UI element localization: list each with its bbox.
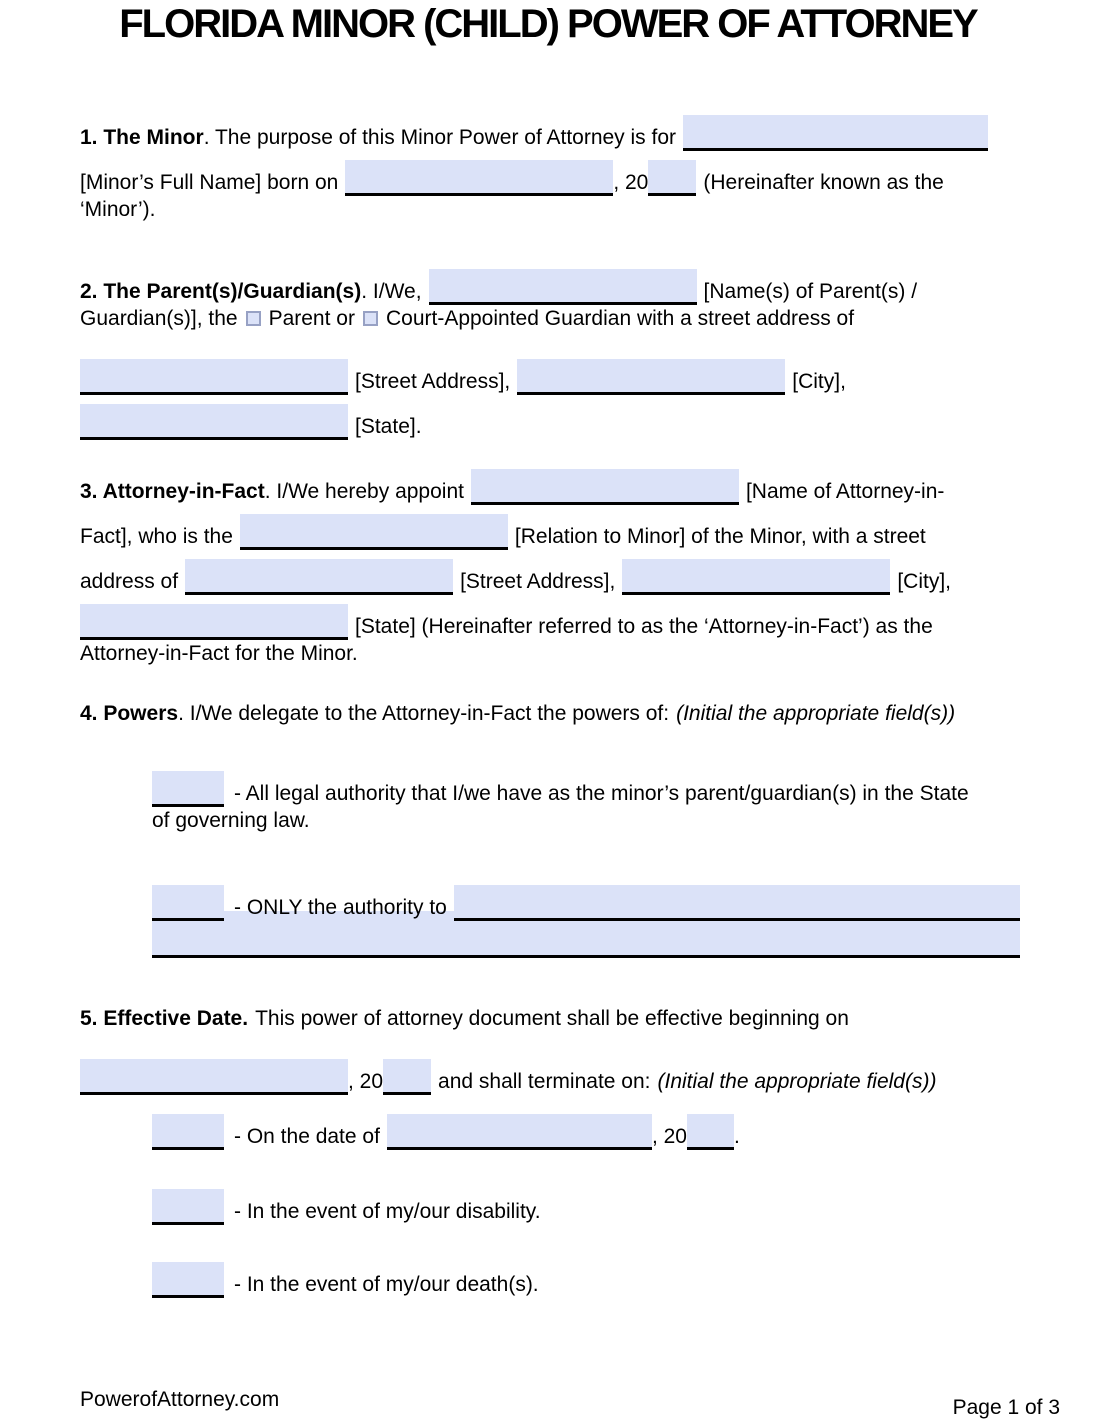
section-4-heading: 4. Powers (80, 702, 179, 725)
terminate-disability-item (80, 1170, 988, 1223)
parents-city-field[interactable] (517, 359, 785, 395)
only-authority-description-field[interactable] (454, 885, 1020, 921)
city-label: [City], (897, 570, 951, 593)
section-4-intro: . I/We delegate to the Attorney-in-Fact the powers of: (178, 702, 670, 725)
text-line (80, 340, 988, 393)
all-authority-text: - All legal authority that I/we have as the minor’s parent/guardian(s) in the State (234, 782, 969, 805)
minor-name-field[interactable] (683, 115, 988, 151)
section-1-heading: 1. The Minor (80, 126, 204, 149)
powers-only-authority-item (80, 866, 1020, 958)
court-appointed-guardian-checkbox[interactable] (363, 311, 378, 326)
section-5-effective-date (80, 995, 988, 1093)
powers-all-authority-item (80, 752, 1020, 842)
text-line (152, 1243, 988, 1296)
section-1-minor (80, 96, 988, 231)
who-is-the-text: Fact], who is the (80, 525, 233, 548)
section-2-intro: . I/We, (361, 280, 422, 303)
year-prefix: , 20 (613, 171, 649, 194)
attorney-state-field[interactable] (80, 604, 348, 640)
street-address-label: [Street Address], (355, 370, 511, 393)
death-text: - In the event of my/our death(s). (234, 1273, 539, 1296)
terminate-on-text: and shall terminate on: (438, 1070, 651, 1093)
parent-checkbox[interactable] (246, 311, 261, 326)
minor-birth-date-field[interactable] (345, 160, 613, 196)
text-line (152, 866, 1020, 919)
all-authority-initials-field[interactable] (152, 771, 224, 807)
section-5-intro: This power of attorney document shall be effective beginning on (255, 1007, 849, 1030)
disability-text: - In the event of my/our disability. (234, 1200, 541, 1223)
section-3-heading: 3. Attorney-in-Fact (80, 480, 265, 503)
section-2-heading: 2. The Parent(s)/Guardian(s) (80, 280, 362, 303)
attorney-city-field[interactable] (622, 559, 890, 595)
indented-item (152, 866, 1020, 919)
minor-name-label: [Minor’s Full Name] born on (80, 171, 339, 194)
parents-names-field[interactable] (429, 269, 697, 305)
text-line (80, 690, 1020, 735)
text-line (80, 250, 988, 303)
initial-instruction-text: (Initial the appropriate field(s)) (657, 1070, 937, 1093)
text-line (80, 450, 988, 503)
section-5-heading: 5. Effective Date. (80, 1007, 249, 1030)
year-prefix: , 20 (651, 1125, 687, 1148)
page-title: FLORIDA MINOR (CHILD) POWER OF ATTORNEY (119, 2, 977, 46)
minor-birth-year-field[interactable] (648, 160, 696, 196)
guardians-text: Guardian(s)], the (80, 307, 238, 330)
only-authority-text: - ONLY the authority to (234, 896, 447, 919)
year-prefix: , 20 (348, 1070, 384, 1093)
section-3-intro: . I/We hereby appoint (264, 480, 464, 503)
state-hereinafter-text: [State] (Hereinafter referred to as the ‘Attorney-in-Fact’) as the (355, 615, 933, 638)
text-line (80, 1040, 988, 1093)
attorney-name-field[interactable] (471, 469, 739, 505)
section-2-parents (80, 250, 988, 438)
termination-date-field[interactable] (387, 1114, 652, 1150)
section-4-powers (80, 690, 1020, 735)
all-authority-text-cont: of governing law. (152, 809, 310, 832)
street-address-label: [Street Address], (460, 570, 616, 593)
attorney-street-address-field[interactable] (185, 559, 453, 595)
text-line (80, 96, 988, 149)
indented-item (152, 1170, 988, 1223)
parent-checkbox-label: Parent or (268, 307, 355, 330)
footer-site-name: PowerofAttorney.com (80, 1388, 280, 1411)
termination-year-field[interactable] (687, 1114, 734, 1150)
period-text: . (733, 1125, 740, 1148)
state-label: [State]. (355, 415, 422, 438)
terminate-date-initials-field[interactable] (152, 1114, 224, 1150)
initial-instruction-text: (Initial the appropriate field(s)) (676, 702, 956, 725)
parents-street-address-field[interactable] (80, 359, 348, 395)
effective-date-field[interactable] (80, 1059, 348, 1095)
effective-year-field[interactable] (383, 1059, 431, 1095)
city-label: [City], (792, 370, 846, 393)
parents-names-label: [Name(s) of Parent(s) / (703, 280, 918, 303)
footer-page-number: Page 1 of 3 (952, 1396, 1060, 1419)
relation-label: [Relation to Minor] of the Minor, with a street (514, 525, 926, 548)
section-1-intro: . The purpose of this Minor Power of Attorney is for (203, 126, 677, 149)
only-authority-initials-field[interactable] (152, 885, 224, 921)
on-date-text: - On the date of (234, 1125, 380, 1148)
indented-item (152, 1243, 988, 1296)
guardian-checkbox-label: Court-Appointed Guardian with a street address of (385, 307, 855, 330)
address-of-text: address of (80, 570, 179, 593)
indented-item (152, 752, 1020, 842)
relation-to-minor-field[interactable] (240, 514, 508, 550)
terminate-death-item (80, 1243, 988, 1296)
attorney-name-label: [Name of Attorney-in- (745, 480, 945, 503)
minor-quote-text: ‘Minor’). (80, 198, 156, 221)
text-line (152, 752, 1020, 805)
text-line (152, 1095, 988, 1148)
terminate-on-date-item (80, 1095, 988, 1148)
hereinafter-minor-text: (Hereinafter known as the (703, 171, 944, 194)
parents-state-field[interactable] (80, 404, 348, 440)
text-line (152, 1170, 988, 1223)
attorney-closing-text: Attorney-in-Fact for the Minor. (80, 642, 358, 665)
section-3-attorney-in-fact (80, 450, 988, 675)
indented-item (152, 1095, 988, 1148)
disability-initials-field[interactable] (152, 1189, 224, 1225)
death-initials-field[interactable] (152, 1262, 224, 1298)
text-line (80, 995, 988, 1040)
